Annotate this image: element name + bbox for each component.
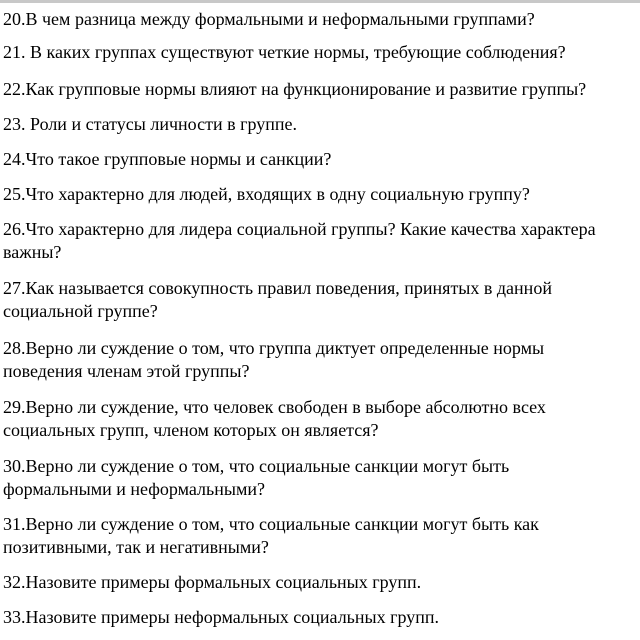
question-line: 20.В чем разница между формальными и неформальными группами? [3, 9, 535, 29]
question-30 [3, 455, 639, 501]
question-line: 28.Верно ли суждение о том, что группа диктует определенные нормы [3, 338, 545, 358]
question-31 [3, 513, 639, 559]
question-line: 30.Верно ли суждение о том, что социальные санкции могут быть [3, 456, 510, 476]
question-line: 24.Что такое групповые нормы и санкции? [3, 149, 332, 169]
question-line: 33.Назовите примеры неформальных социальных групп. [3, 607, 440, 627]
question-26 [3, 218, 639, 264]
question-32 [3, 571, 639, 594]
question-line: 32.Назовите примеры формальных социальных групп. [3, 572, 422, 592]
question-24 [3, 148, 639, 171]
question-line: 26.Что характерно для лидера социальной группы? Какие качества характера [3, 219, 596, 239]
question-22 [3, 78, 639, 101]
question-line: 29.Верно ли суждение, что человек свободен в выборе абсолютно всех [3, 397, 546, 417]
question-23 [3, 113, 639, 136]
question-line: формальными и неформальными? [3, 479, 265, 499]
question-21 [3, 41, 639, 64]
question-25 [3, 183, 639, 206]
question-27 [3, 277, 639, 323]
question-line: 31.Верно ли суждение о том, что социальные санкции могут быть как [3, 514, 539, 534]
question-line: 27.Как называется совокупность правил поведения, принятых в данной [3, 278, 552, 298]
question-28 [3, 337, 639, 383]
question-line: 23. Роли и статусы личности в группе. [3, 114, 298, 134]
question-line: важны? [3, 242, 62, 262]
question-line: 25.Что характерно для людей, входящих в одну социальную группу? [3, 184, 530, 204]
question-29 [3, 396, 639, 442]
question-33 [3, 606, 639, 629]
question-line: социальных групп, членом которых он является? [3, 420, 379, 440]
question-line: 21. В каких группах существуют четкие нормы, требующие соблюдения? [3, 42, 566, 62]
question-line: социальной группе? [3, 301, 158, 321]
question-20 [3, 8, 639, 31]
question-line: позитивными, так и негативными? [3, 537, 269, 557]
question-line: 22.Как групповые нормы влияют на функционирование и развитие группы? [3, 79, 587, 99]
question-line: поведения членам этой группы? [3, 361, 250, 381]
